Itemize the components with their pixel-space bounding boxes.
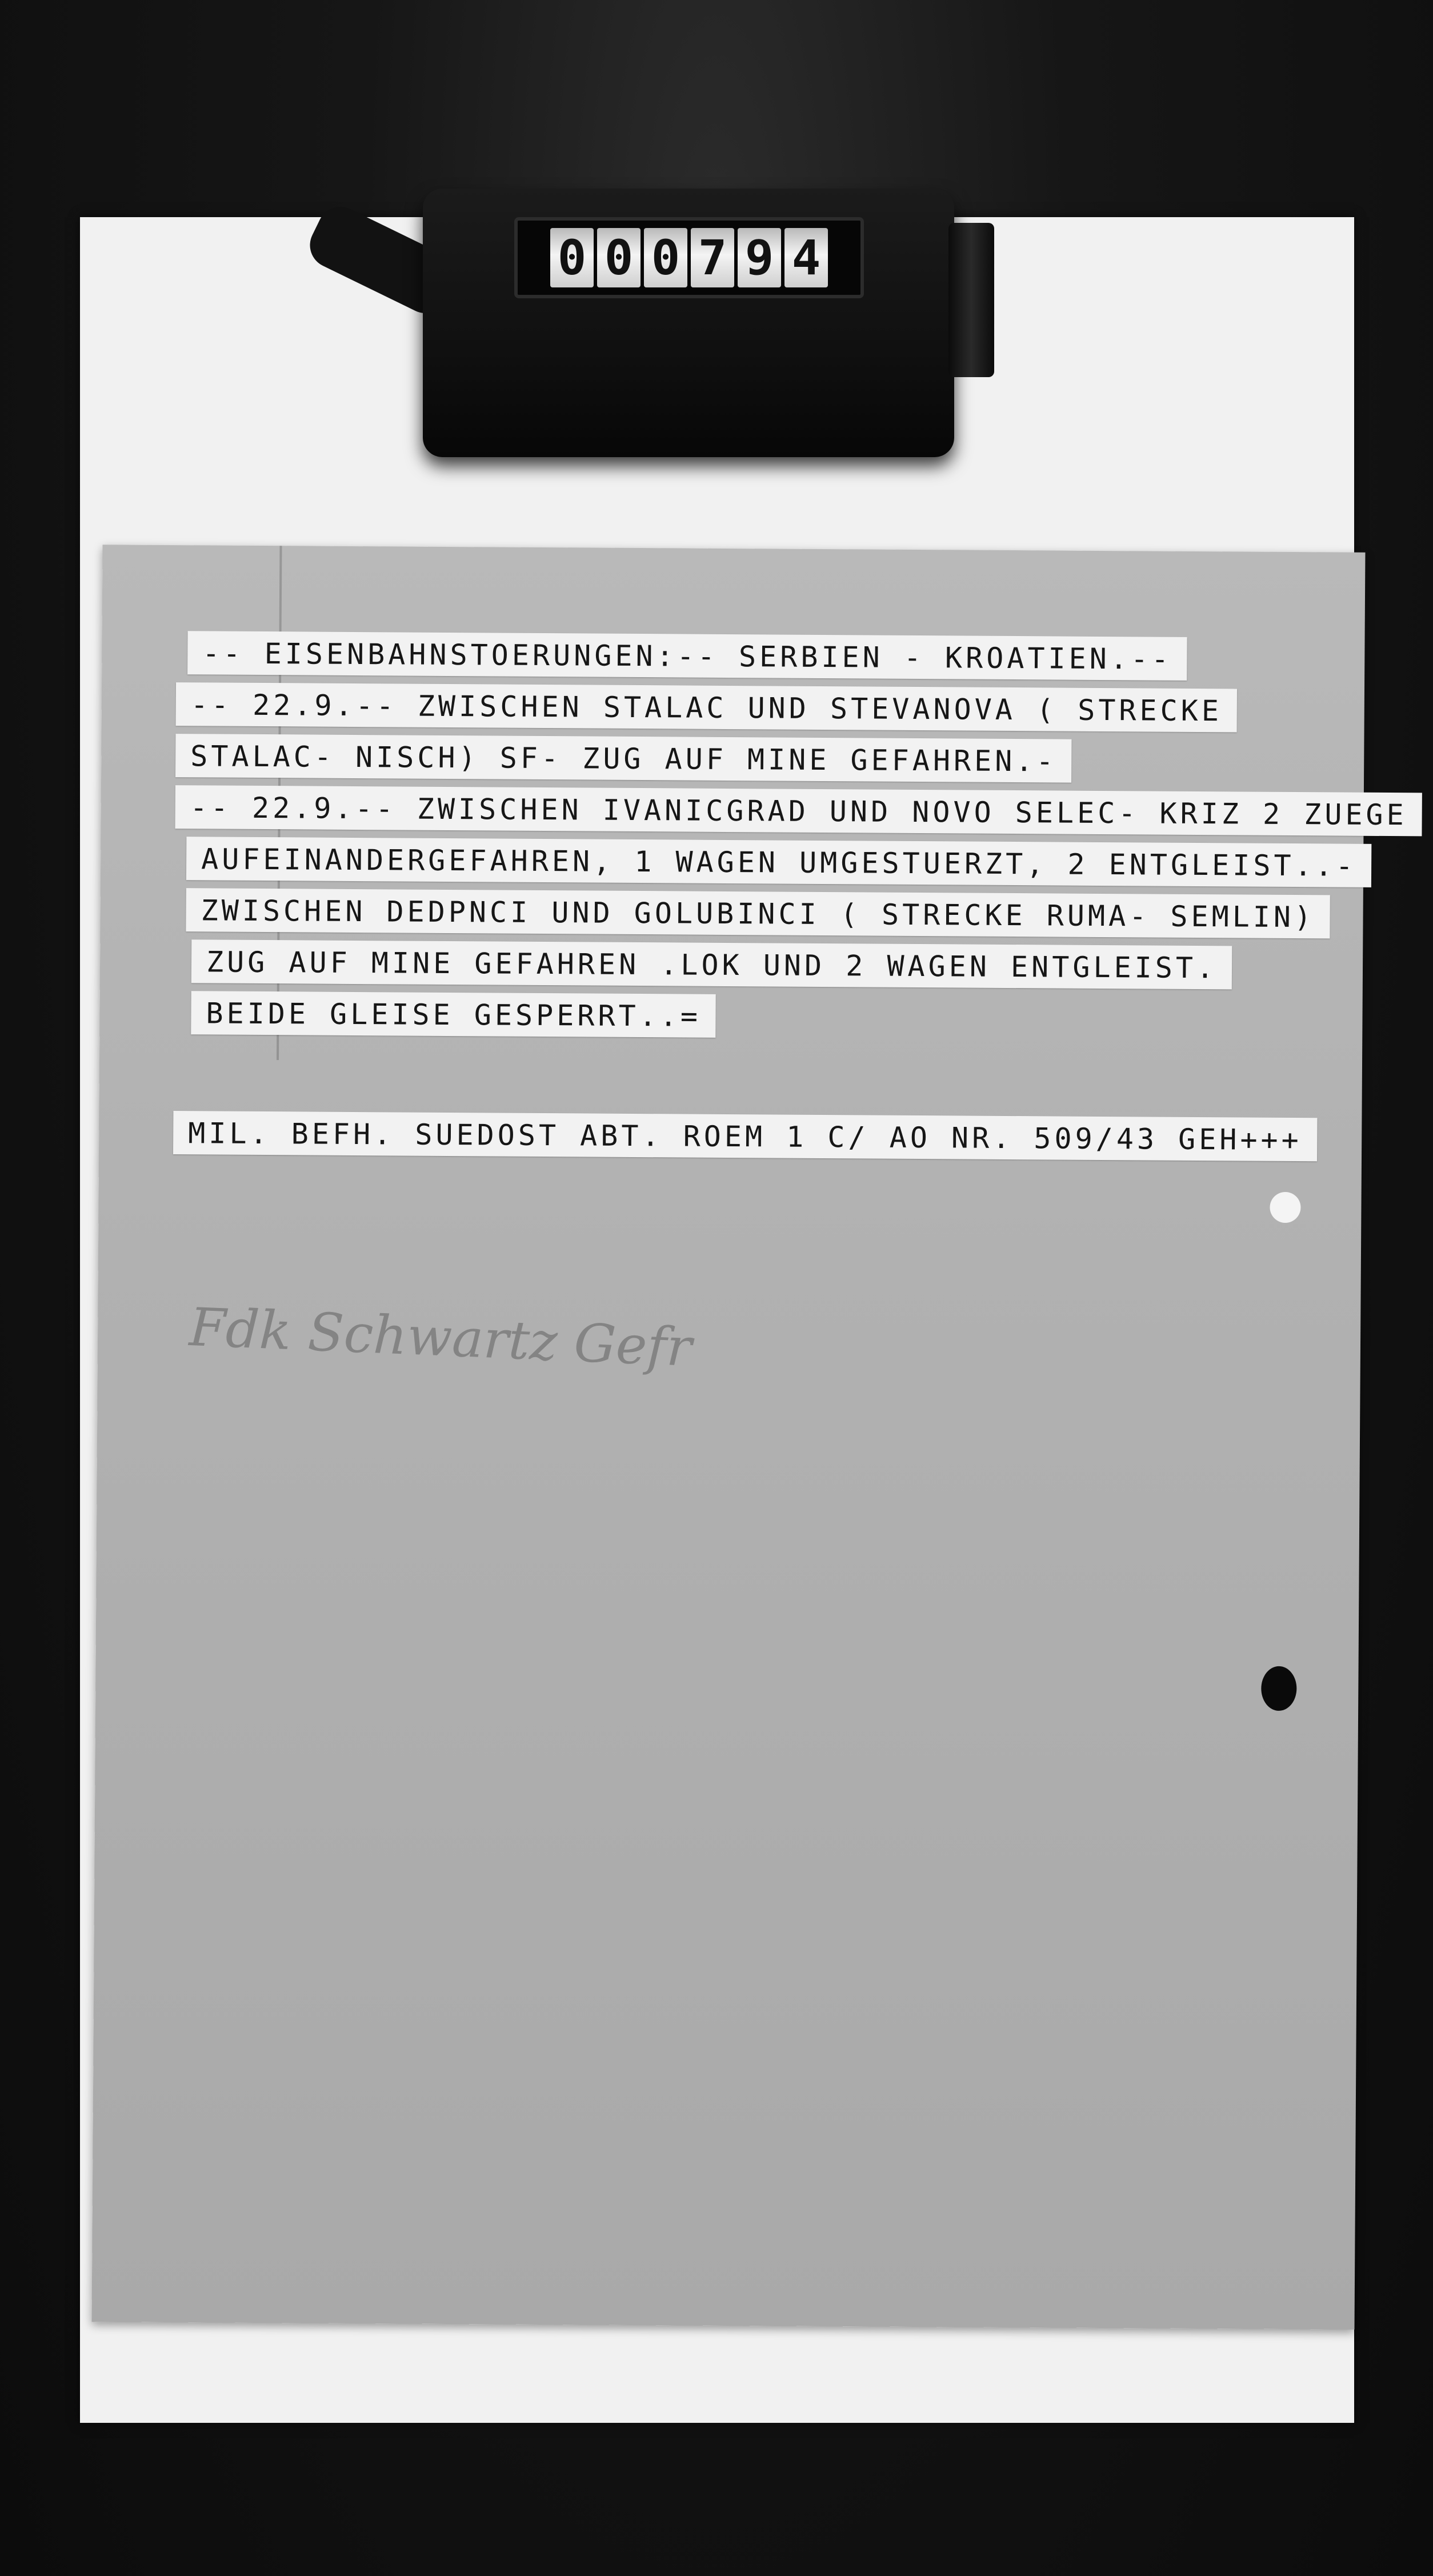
telegram-tape-strip: -- 22.9.-- ZWISCHEN IVANICGRAD UND NOVO SELEC- KRIZ 2 ZUEGE [175,785,1422,836]
counter-digit: 4 [784,228,828,287]
telegram-line [175,837,1357,887]
telegram-line [175,785,1407,835]
telegram-line [174,939,1288,990]
counter-digit: 0 [597,228,641,287]
punch-hole [1270,1192,1300,1223]
telegram-sheet [92,545,1407,2329]
telegram-tape-strip: ZUG AUF MINE GEFAHREN .LOK UND 2 WAGEN ENTGLEIST. [191,939,1232,989]
handwritten-note: Fdk Schwartz Gefr [188,1296,693,1378]
punch-hole [1261,1666,1296,1711]
telegram-tape-strip: -- 22.9.-- ZWISCHEN STALAC UND STEVANOVA ( STRECKE [176,682,1238,732]
telegram-line [174,888,1315,938]
telegram-tape-strip: MIL. BEFH. SUEDOST ABT. ROEM 1 C/ AO NR. 509/43 GEH+++ [173,1111,1317,1161]
telegram-line [174,991,1288,1041]
counter-knob [948,223,994,377]
telegram-line [176,682,1290,733]
counter-digit: 0 [550,228,594,287]
frame-counter-window [514,217,864,298]
telegram-tape-strip: BEIDE GLEISE GESPERRT..= [191,991,716,1038]
counter-digit: 7 [691,228,734,287]
telegram-message [174,631,1407,1049]
counter-digit: 9 [738,228,781,287]
telegram-tape-strip: ZWISCHEN DEDPNCI UND GOLUBINCI ( STRECKE RUMA- SEMLIN) [186,888,1330,938]
telegram-tape-strip: -- EISENBAHNSTOERUNGEN:-- SERBIEN - KROATIEN.-- [187,631,1187,681]
telegram-line [176,631,1290,681]
telegram-line [175,734,1290,784]
counter-digit: 0 [644,228,687,287]
telegram-tape-strip: AUFEINANDERGEFAHREN, 1 WAGEN UMGESTUERZT, 2 ENTGLEIST..- [186,837,1371,887]
telegram-tape-strip: STALAC- NISCH) SF- ZUG AUF MINE GEFAHREN.- [175,734,1072,783]
telegram-sender-line [173,1111,1317,1161]
